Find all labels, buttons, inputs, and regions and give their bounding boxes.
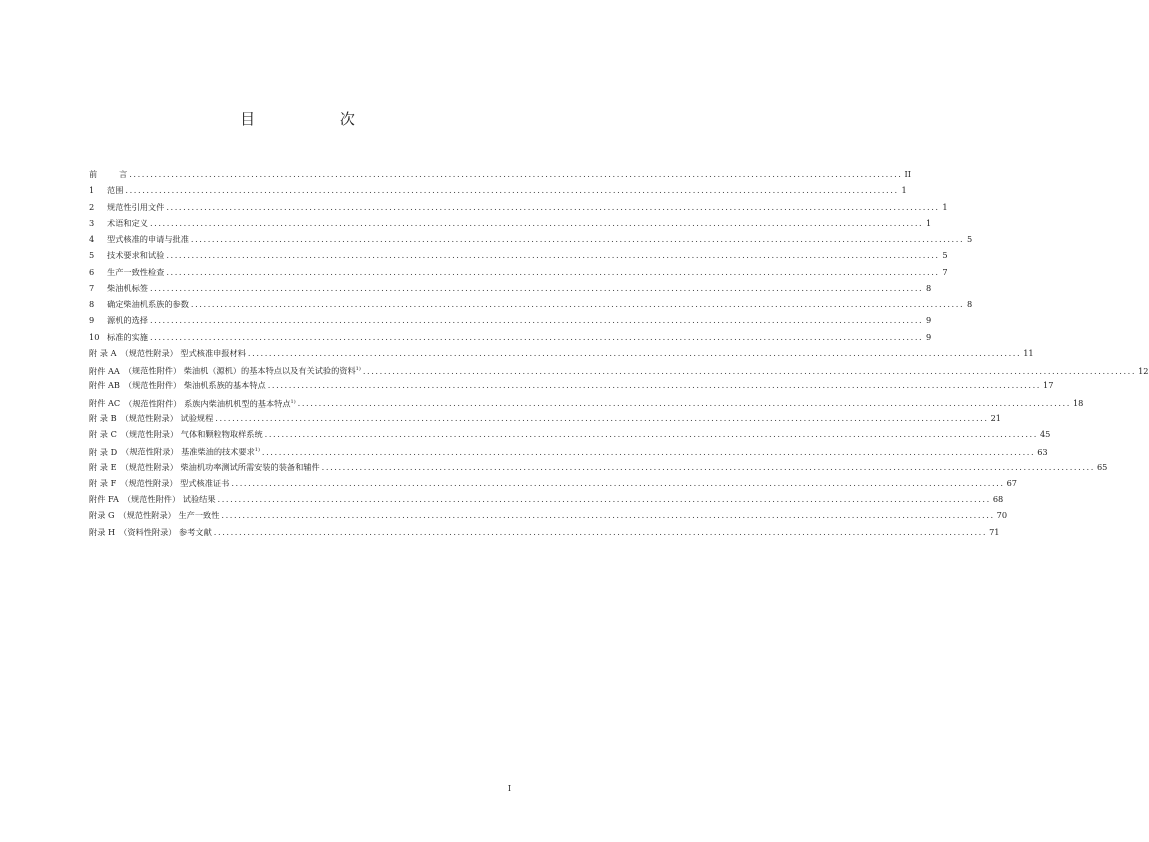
toc-entry[interactable]: [89, 166, 911, 182]
toc-entry-footnote-mark: 1): [254, 447, 260, 454]
toc-entry[interactable]: [89, 410, 1001, 426]
toc-entry-title: [107, 329, 148, 345]
toc-entry-title-text: 技术要求和试验: [107, 250, 165, 261]
toc-entry-page: 67: [1006, 477, 1018, 488]
toc-entry-title-text: （规范性附录） 生产一致性: [118, 510, 220, 521]
toc-entry-title-text: （规范性附件） 柴油机（源机）的基本特点以及有关试验的资料: [123, 365, 356, 376]
toc-entry[interactable]: [89, 345, 1034, 361]
toc-entry-page: 5: [942, 250, 948, 261]
toc-entry[interactable]: [89, 312, 932, 328]
toc-entry-number: 附件 FA: [89, 494, 119, 504]
toc-entry-number: 附件 AC: [89, 398, 121, 409]
toc-entry-title: [107, 231, 189, 247]
toc-entry[interactable]: [89, 182, 907, 198]
toc-entry-footnote-mark: 1): [290, 398, 296, 405]
toc-leader-dots: ........................................................................................................................................................................................: [261, 446, 1036, 457]
toc-entry-title: [107, 215, 148, 231]
toc-entry-number: 附 录 A: [89, 347, 117, 358]
toc-entry-page: 8: [966, 299, 973, 309]
toc-entry-number: 前: [89, 169, 98, 179]
toc-entry-page: 70: [996, 510, 1008, 521]
toc-entry-title-text: （规范性附件） 柴油机系族的基本特点: [123, 380, 266, 391]
toc-entry[interactable]: [89, 329, 932, 345]
toc-leader-dots: ........................................................................................................................................................................................: [190, 299, 965, 309]
toc-entry-number: 附 录 B: [89, 412, 117, 423]
toc-leader-dots: ........................................................................................................................................................................................: [321, 461, 1095, 472]
toc-leader-dots: ........................................................................................................................................................................................: [125, 185, 899, 196]
toc-leader-dots: ........................................................................................................................................................................................: [217, 494, 991, 504]
toc-entry-number: 附 录 F: [89, 477, 117, 488]
toc-entry-page: 71: [989, 526, 1000, 537]
toc-entry-title: [121, 410, 214, 426]
toc-entry-number: 3: [89, 217, 95, 228]
toc-entry-page: 11: [1023, 347, 1034, 358]
toc-entry-title: [107, 312, 148, 328]
toc-leader-dots: ........................................................................................................................................................................................: [215, 412, 989, 423]
toc-entry-number: 9: [89, 315, 95, 326]
toc-entry-title-text: （规范性附件） 试验结果: [122, 494, 216, 504]
toc-entry-title-text: 确定柴油机系族的参数: [107, 299, 189, 309]
toc-entry[interactable]: [89, 264, 948, 280]
toc-entry-title-text: 范围: [107, 185, 124, 196]
toc-leader-dots: ........................................................................................................................................................................................: [166, 201, 940, 212]
toc-entry-title-text: 标准的实施: [107, 331, 148, 342]
toc-entry-page: 21: [990, 412, 1001, 423]
toc-leader-dots: ........................................................................................................................................................................................: [247, 347, 1022, 358]
toc-leader-dots: ........................................................................................................................................................................................: [267, 380, 1041, 391]
toc-entry-page: 1: [926, 217, 932, 228]
toc-entry-footnote-mark: 1): [355, 366, 361, 372]
toc-entry-title-text: （资料性附录） 参考文献: [119, 526, 212, 537]
toc-entry-number: 附件 AB: [89, 380, 120, 391]
toc-entry-title: [120, 475, 229, 491]
toc-entry-title-text: （规范性附录） 型式核准证书: [120, 477, 230, 488]
toc-leader-dots: ........................................................................................................................................................................................: [231, 477, 1005, 488]
toc-entry-number: 附 录 E: [89, 461, 117, 472]
toc-entry-page: 7: [942, 266, 948, 277]
toc-leader-dots: ........................................................................................................................................................................................: [149, 315, 924, 326]
toc-entry-page: 1: [901, 185, 907, 196]
toc-entry-title-text: 术语和定义: [107, 217, 148, 228]
toc-entry-title: [107, 182, 123, 198]
toc-entry-title: [119, 507, 220, 523]
toc-entry-page: 1: [942, 201, 948, 212]
toc-entry-title: [121, 426, 263, 442]
toc-entry-title-text: （规范性附录） 基准柴油的技术要求: [121, 446, 255, 457]
toc-entry-page: 9: [926, 315, 932, 326]
toc-entry[interactable]: [89, 361, 1149, 377]
toc-entry[interactable]: [89, 507, 1008, 523]
toc-leader-dots: ........................................................................................................................................................................................: [264, 429, 1038, 439]
toc-entry-title-text: （规范性附件） 系族内柴油机机型的基本特点: [124, 398, 291, 409]
toc-entry-title-text: 源机的选择: [107, 315, 148, 326]
toc-entry-title-text: 型式核准的申请与批准: [107, 234, 189, 244]
toc-entry[interactable]: [89, 199, 948, 215]
toc-entry-page: 8: [926, 282, 932, 293]
toc-leader-dots: ........................................................................................................................................................................................: [166, 266, 940, 277]
toc-entry-number: 6: [89, 266, 95, 277]
toc-leader-dots: ........................................................................................................................................................................................: [190, 234, 965, 244]
page-title: 目 次: [240, 110, 395, 128]
toc-entry-number: 附件 AA: [89, 365, 120, 376]
toc-entry-page: 17: [1043, 380, 1054, 391]
toc-entry-title: [119, 166, 127, 182]
toc-entry-page: 45: [1039, 429, 1051, 439]
footer-page-number: I: [507, 784, 511, 793]
toc-entry-number: 1: [89, 185, 95, 196]
toc-entry-page: 65: [1096, 461, 1108, 472]
toc-entry-title-text: （规范性附录） 型式核准申报材料: [120, 347, 246, 358]
toc-entry-title: [121, 345, 246, 361]
toc-entry-page: 12: [1138, 365, 1149, 376]
toc-entry-title: [107, 296, 189, 312]
toc-entry-title: [123, 491, 216, 507]
toc-entry[interactable]: [89, 394, 1084, 410]
toc-entry-title-text: 生产一致性检查: [107, 266, 165, 277]
toc-entry-number: 8: [89, 299, 95, 309]
toc-entry-title: [107, 199, 164, 215]
toc-entry-number: 7: [89, 282, 95, 293]
toc-leader-dots: ........................................................................................................................................................................................: [149, 331, 924, 342]
toc-entry[interactable]: [89, 296, 973, 312]
toc-entry-number: 附 录 D: [89, 446, 118, 457]
toc-entry[interactable]: [89, 426, 1051, 442]
toc-leader-dots: ........................................................................................................................................................................................: [221, 510, 995, 521]
toc-entry-page: 18: [1072, 398, 1084, 409]
toc-entry-page: II: [904, 169, 911, 179]
toc-entry-title-text: （规范性附录） 试验规程: [120, 412, 214, 423]
toc-entry-title-text: 柴油机标签: [107, 282, 148, 293]
toc-entry-number: 附 录 C: [89, 429, 117, 439]
toc-entry-title: [121, 459, 320, 475]
toc-entry[interactable]: [89, 280, 932, 296]
toc-leader-dots: ........................................................................................................................................................................................: [129, 169, 903, 179]
toc-leader-dots: ........................................................................................................................................................................................: [149, 282, 924, 293]
toc-entry-title-text: （规范性附录） 柴油机功率测试所需安装的装备和辅件: [120, 461, 320, 472]
toc-entry-number: 附录 G: [89, 510, 115, 521]
toc-entry-title-text: 规范性引用文件: [107, 201, 165, 212]
toc-leader-dots: ........................................................................................................................................................................................: [297, 398, 1071, 409]
toc-entry-title: [107, 247, 164, 263]
toc-entry-number: 附录 H: [89, 526, 116, 537]
toc-entry[interactable]: [89, 475, 1018, 491]
toc-entry-title: [107, 280, 148, 296]
toc-entry-page: 68: [992, 494, 1004, 504]
toc-entry[interactable]: [89, 524, 1000, 540]
toc-entry-page: 9: [926, 331, 932, 342]
toc-entry-title: [124, 377, 266, 393]
toc-entry-title: [107, 264, 164, 280]
toc-entry-title-text: （规范性附录） 气体和颗粒物取样系统: [120, 429, 263, 439]
toc-entry-number: 5: [89, 250, 95, 261]
toc-entry[interactable]: [89, 231, 973, 247]
toc-entry-page: 5: [966, 234, 973, 244]
toc-entry[interactable]: [89, 247, 948, 263]
toc-leader-dots: ........................................................................................................................................................................................: [213, 526, 988, 537]
toc-entry-number: 4: [89, 234, 95, 244]
toc-leader-dots: ........................................................................................................................................................................................: [149, 217, 924, 228]
toc-entry-number: 2: [89, 201, 95, 212]
toc-leader-dots: ........................................................................................................................................................................................: [166, 250, 940, 261]
toc-leader-dots: ........................................................................................................................................................................................: [362, 365, 1137, 376]
toc-entry[interactable]: [89, 459, 1108, 475]
toc-entry[interactable]: [89, 215, 932, 231]
toc-entry-title-text: 言: [119, 169, 128, 179]
toc-entry-page: 63: [1037, 446, 1048, 457]
toc-entry-title: [119, 524, 212, 540]
toc-entry-number: 10: [89, 331, 100, 342]
toc-entry[interactable]: [89, 377, 1054, 393]
table-of-contents: [89, 166, 1149, 540]
toc-entry[interactable]: [89, 442, 1048, 458]
toc-entry[interactable]: [89, 491, 1004, 507]
